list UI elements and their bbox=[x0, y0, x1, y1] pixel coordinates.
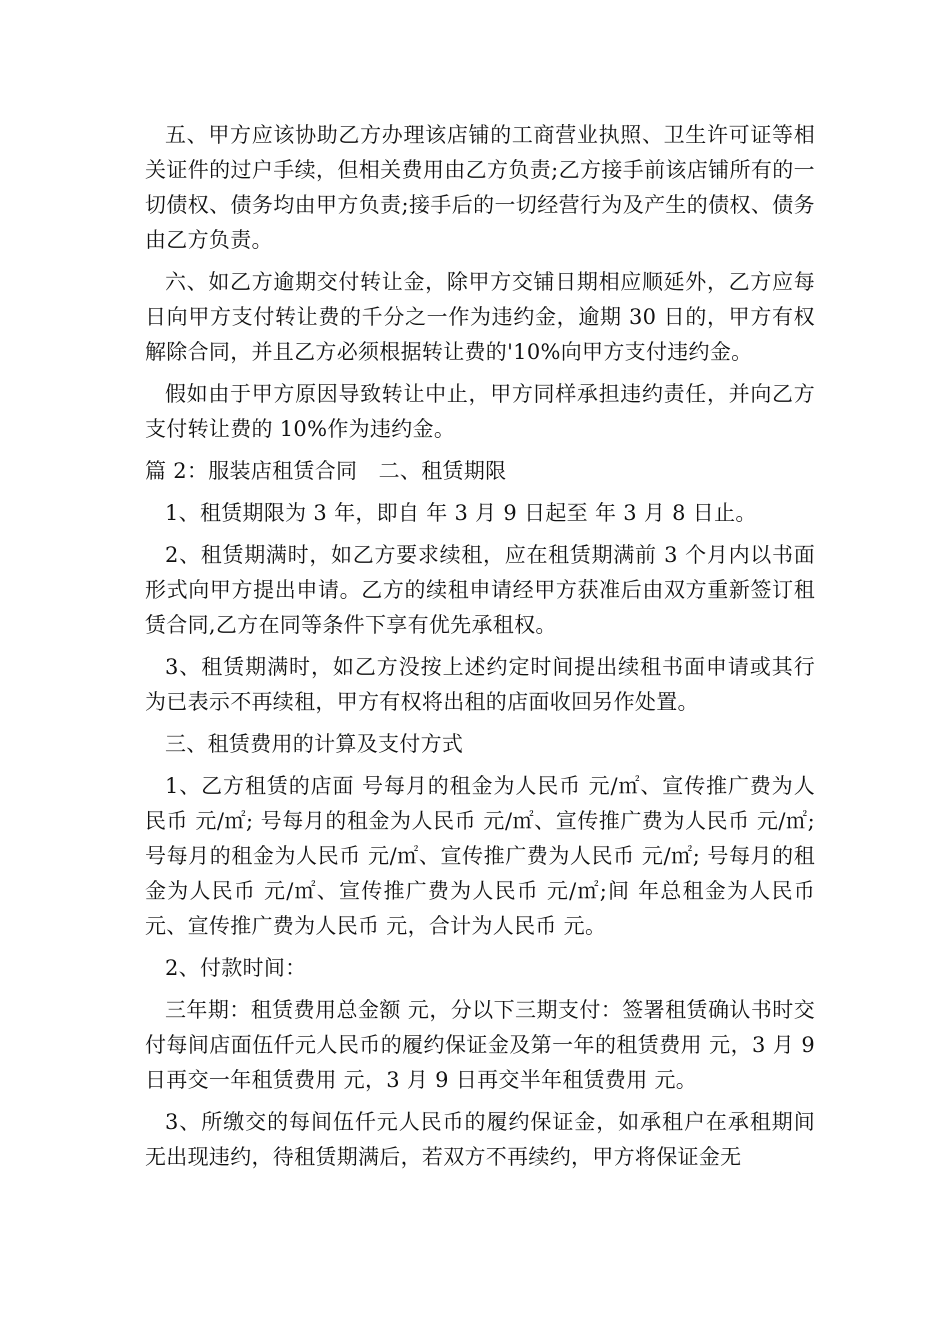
section-heading-lease-term: 篇 2：服装店租赁合同 二、租赁期限 bbox=[145, 459, 507, 483]
paragraph-deposit: 3、所缴交的每间伍仟元人民币的履约保证金，如承租户在承租期间无出现违约，待租赁期满后，若双方不再续约，甲方将保证金无 bbox=[145, 1110, 815, 1169]
paragraph-transfer-clause-6: 六、如乙方逾期交付转让金，除甲方交铺日期相应顺延外，乙方应每日向甲方支付转让费的千分之一作为违约金，逾期 30 日的，甲方有权解除合同，并且乙方必须根据转让费的'10%向甲方支付违约金。 bbox=[145, 270, 815, 364]
section-heading-fees: 三、租赁费用的计算及支付方式 bbox=[165, 732, 464, 756]
document-page bbox=[145, 118, 815, 1182]
paragraph-payment-schedule: 三年期：租赁费用总金额 元，分以下三期支付：签署租赁确认书时交付每间店面伍仟元人民币的履约保证金及第一年的租赁费用 元，3 月 9 日再交一年租赁费用 元，3 月 9 日再交半年租赁费用 元。 bbox=[145, 998, 815, 1092]
paragraph-lease-term-3: 3、租赁期满时，如乙方没按上述约定时间提出续租书面申请或其行为已表示不再续租，甲方有权将出租的店面收回另作处置。 bbox=[145, 655, 815, 714]
paragraph-fees-1: 1、乙方租赁的店面 号每月的租金为人民币 元/㎡、宣传推广费为人民币 元/㎡; 号每月的租金为人民币 元/㎡、宣传推广费为人民币 元/㎡; 号每月的租金为人民币 元/㎡、宣传推广费为人民币 元/㎡; 号每月的租金为人民币 元/㎡、宣传推广费为人民币 元/㎡;间 年总租金为人民币 元、宣传推广费为人民币 元，合计为人民币 元。 bbox=[145, 774, 815, 938]
paragraph-lease-term-2: 2、租赁期满时，如乙方要求续租，应在租赁期满前 3 个月内以书面形式向甲方提出申请。乙方的续租申请经甲方获准后由双方重新签订租赁合同,乙方在同等条件下享有优先承租权。 bbox=[145, 543, 815, 637]
paragraph-payment-time: 2、付款时间： bbox=[165, 956, 307, 980]
paragraph-breach-liability: 假如由于甲方原因导致转让中止，甲方同样承担违约责任，并向乙方支付转让费的 10%作为违约金。 bbox=[145, 382, 815, 441]
paragraph-lease-term-1: 1、租赁期限为 3 年，即自 年 3 月 9 日起至 年 3 月 8 日止。 bbox=[165, 501, 757, 525]
paragraph-transfer-clause-5: 五、甲方应该协助乙方办理该店铺的工商营业执照、卫生许可证等相关证件的过户手续，但相关费用由乙方负责;乙方接手前该店铺所有的一切债权、债务均由甲方负责;接手后的一切经营行为及产生的债权、债务由乙方负责。 bbox=[145, 123, 815, 252]
